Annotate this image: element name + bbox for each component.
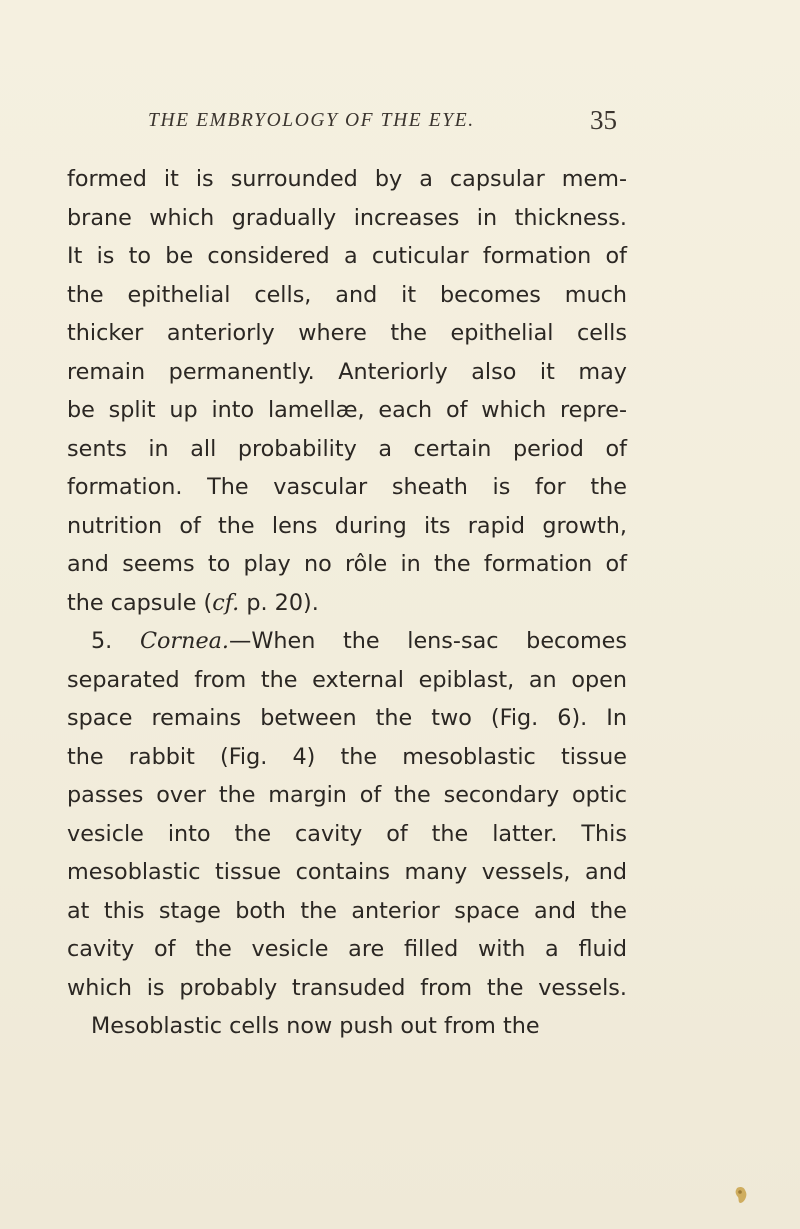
text-line: which is probably transuded from the vessels. xyxy=(67,974,627,1001)
citation-italic: cf. xyxy=(212,589,240,616)
text-line: the epithelial cells, and it becomes much xyxy=(67,281,627,308)
text-line: brane which gradually increases in thickness. xyxy=(67,204,627,231)
text-fragment: the capsule ( xyxy=(67,589,213,616)
text-line xyxy=(67,584,627,623)
text-line: mesoblastic tissue contains many vessels, and xyxy=(67,859,627,885)
section-title-cornea: Cornea. xyxy=(139,628,230,654)
section-heading-line xyxy=(67,622,627,661)
text-line: vesicle into the cavity of the latter. This xyxy=(67,820,627,847)
text-line: Mesoblastic cells now push out from the xyxy=(91,1013,540,1039)
text-line: and seems to play no rôle in the formation of xyxy=(67,551,627,577)
page-number: 35 xyxy=(590,105,617,135)
text-fragment: p. 20). xyxy=(239,589,319,616)
text-line: formation. The vascular sheath is for the xyxy=(67,474,627,500)
text-line: cavity of the vesicle are filled with a fluid xyxy=(67,936,627,962)
text-line: thicker anteriorly where the epithelial cells xyxy=(67,320,627,346)
text-line: separated from the external epiblast, an open xyxy=(67,666,627,693)
section-number: 5. xyxy=(91,628,140,654)
body-text xyxy=(67,160,627,1046)
text-fragment: —When the lens-sac becomes xyxy=(229,628,627,654)
ink-stain-icon xyxy=(734,1186,748,1204)
text-line: remain permanently. Anteriorly also it may xyxy=(67,358,627,385)
running-head-title: THE EMBRYOLOGY OF THE EYE. xyxy=(148,110,475,131)
running-head xyxy=(148,104,617,138)
text-line: It is to be considered a cuticular formation of xyxy=(67,243,627,269)
text-line: sents in all probability a certain period of xyxy=(67,435,627,462)
text-line: passes over the margin of the secondary optic xyxy=(67,782,627,808)
text-line: at this stage both the anterior space and the xyxy=(67,897,627,924)
text-line: formed it is surrounded by a capsular mem- xyxy=(67,166,627,192)
text-line: be split up into lamellæ, each of which repre- xyxy=(67,397,627,423)
text-line: nutrition of the lens during its rapid growth, xyxy=(67,512,627,539)
text-line: the rabbit (Fig. 4) the mesoblastic tissue xyxy=(67,743,627,770)
text-line: space remains between the two (Fig. 6). In xyxy=(67,705,627,731)
